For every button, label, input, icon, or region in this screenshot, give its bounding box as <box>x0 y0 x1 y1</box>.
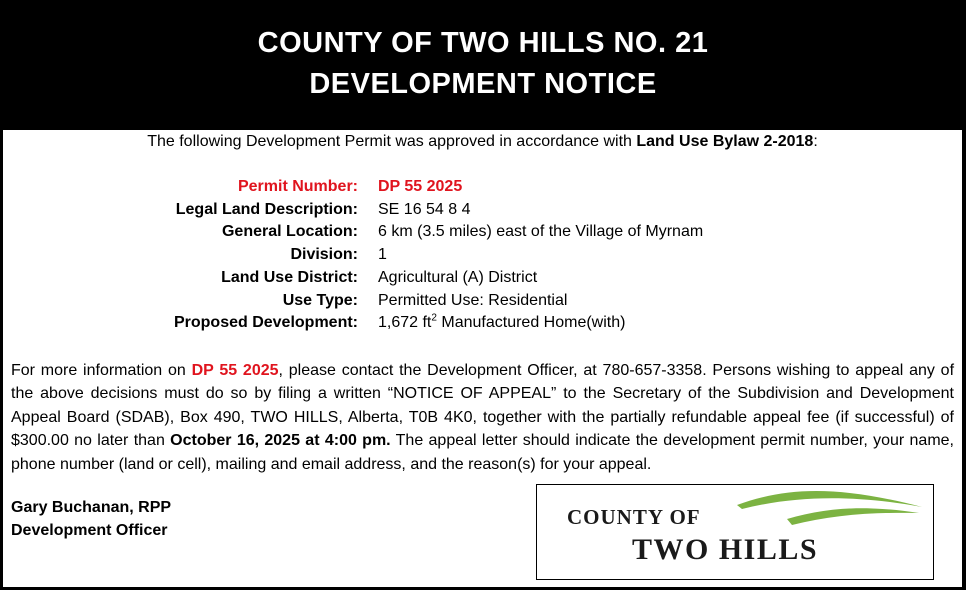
development-description: Manufactured Home(with) <box>436 314 626 332</box>
detail-row-legal-land <box>3 201 962 223</box>
detail-row-permit-number <box>3 178 962 200</box>
hill-swoosh-top <box>737 491 922 509</box>
detail-value: DP 55 2025 <box>378 178 463 195</box>
logo-line2: TWO HILLS <box>632 533 819 566</box>
detail-row-land-use-district <box>3 269 962 291</box>
notice-body <box>3 130 962 587</box>
area-exponent: 2 <box>431 312 437 324</box>
hill-swoosh-bottom <box>787 508 919 525</box>
county-logo-graphic <box>537 485 933 579</box>
detail-label: Legal Land Description: <box>175 200 358 218</box>
signature-block <box>11 496 171 542</box>
detail-label: General Location: <box>221 223 358 241</box>
detail-label: Proposed Development: <box>173 314 358 332</box>
intro-text <box>3 133 962 151</box>
para-permit-number: DP 55 2025 <box>191 362 279 379</box>
para-lead: For more information on <box>11 362 192 379</box>
detail-row-general-location <box>3 223 962 245</box>
detail-row-proposed-development <box>3 314 962 336</box>
logo-line1: COUNTY OF <box>567 505 701 529</box>
appeal-deadline: October 16, 2025 at 4:00 pm. <box>170 432 391 450</box>
detail-label: Division: <box>290 246 358 264</box>
intro-tail: : <box>813 133 818 150</box>
detail-label: Land Use District: <box>221 268 358 286</box>
detail-row-division <box>3 246 962 268</box>
detail-value: SE 16 54 8 4 <box>378 200 471 218</box>
detail-value: 1 <box>378 246 387 264</box>
signatory-title: Development Officer <box>11 522 168 539</box>
detail-value: Agricultural (A) District <box>378 268 538 286</box>
detail-value: 6 km (3.5 miles) east of the Village of Myrnam <box>378 223 704 241</box>
detail-row-use-type <box>3 292 962 314</box>
intro-lead: The following Development Permit was approved in accordance with <box>147 133 637 150</box>
appeal-paragraph <box>11 359 954 476</box>
detail-label: Use Type: <box>282 291 358 309</box>
signatory-name: Gary Buchanan, RPP <box>11 499 172 516</box>
detail-value: Permitted Use: Residential <box>378 291 568 309</box>
county-logo <box>536 484 934 580</box>
header-subtitle: DEVELOPMENT NOTICE <box>309 68 657 100</box>
area-value: 1,672 ft <box>378 314 432 332</box>
para-appeal-info: , please contact the Development Officer, at 780-657-3358. Persons wishing to appeal any of the above decisions must do so by filing a written “NOTICE OF APPEAL” to the Secretary of the Subdivision and Development Appeal Board (SDAB), Box 490, TWO HILLS, Alberta, T0B 4K0, together with the partially refundable appeal fee (if successful) of $300.00 no later than <box>11 362 955 450</box>
notice-header <box>0 0 966 130</box>
bylaw-name: Land Use Bylaw 2-2018 <box>636 133 814 150</box>
para-tail: The appeal letter should indicate the development permit number, your name, phone number (land or cell), mailing and email address, and the reason(s) for your appeal. <box>11 432 955 473</box>
detail-value <box>378 314 625 332</box>
header-title: COUNTY OF TWO HILLS NO. 21 <box>257 27 709 59</box>
detail-label: Permit Number: <box>237 178 358 195</box>
